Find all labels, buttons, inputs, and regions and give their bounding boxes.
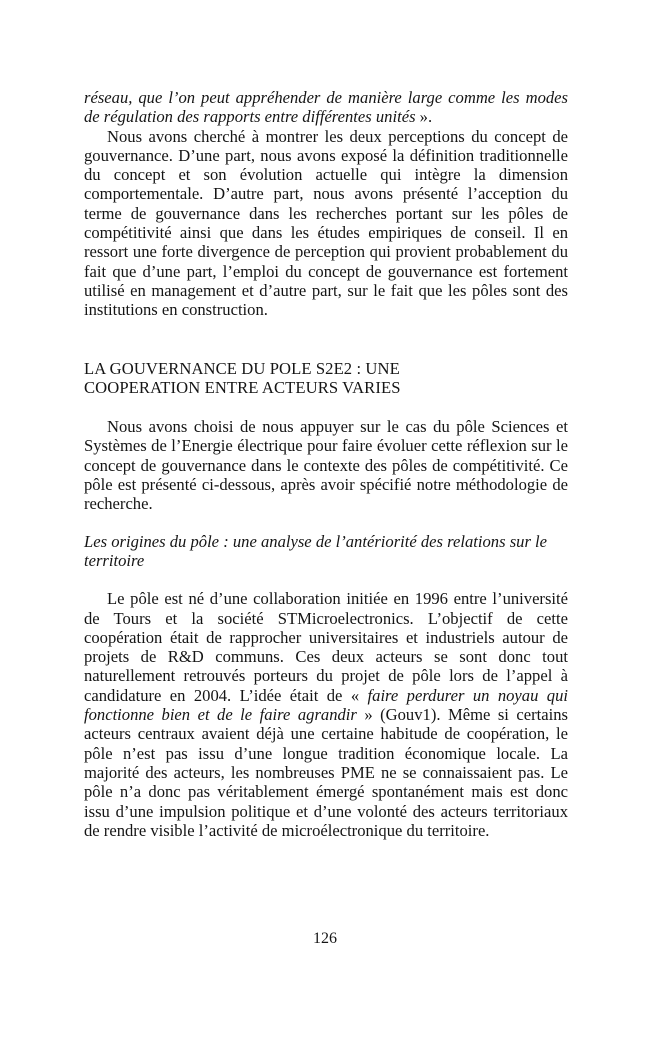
origins-text-start: Le pôle est né d’une collaboration initiée en 1996 entre l’université de Tours et la société STMicroelectronics. L’objectif de cette coopération était de rapprocher universitaires et industriels autour de projets de R&D communs. Ces deux acteurs se sont donc tout naturellement retrouvés porteurs du projet de pôle lors de l’appel à candidature en 2004. L’idée était de « [84, 589, 568, 705]
origins-quote: faire perdurer un noyau qui fonctionne bien et de le faire agrandir [84, 685, 568, 725]
page-number: 126 [313, 930, 337, 947]
paragraph-case-intro: Nous avons choisi de nous appuyer sur le cas du pôle Sciences et Systèmes de l’Energie électrique pour faire évoluer cette réflexion sur le concept de gouvernance dans le contexte des pôles de compétitivité. Ce pôle est présenté ci-dessous, après avoir spécifié notre méthodologie de recherche. [84, 417, 568, 514]
intro-quote-text: réseau, que l’on peut appréhender de manière large comme les modes de régulation des rapports entre différentes unités [84, 88, 568, 127]
subsection-heading: Les origines du pôle : une analyse de l’antériorité des relations sur le territoire [84, 531, 548, 570]
paragraph-perceptions: Nous avons cherché à montrer les deux perceptions du concept de gouvernance. D’une part, nous avons exposé la définition traditionnelle du concept et son évolution actuelle qui intègre la dimension comportementale. D’autre part, nous avons présenté l’acception du terme de gouvernance dans les recherches portant sur les pôles de compétitivité ainsi que dans les études empiriques de conseil. Il en ressort une forte divergence de perception qui provient probablement du fait que d’une part, l’emploi du concept de gouvernance est fortement utilisé en management et d’autre part, sur le fait que les pôles sont des institutions en construction. [84, 126, 568, 320]
intro-quote-paragraph [84, 88, 568, 127]
origins-text-end: » (Gouv1). Même si certains acteurs centraux avaient déjà une certaine habitude de coopération, le pôle n’est pas issu d’une longue tradition économique locale. La majorité des acteurs, les nombreuses PME ne se connaissaient pas. Le pôle n’a donc pas véritablement émergé spontanément mais est donc issu d’une impulsion politique et d’une volonté des acteurs territoriaux de rendre visible l’activité de microélectronique du territoire. [84, 705, 568, 840]
section-heading [84, 359, 568, 398]
section-heading-line-1: LA GOUVERNANCE DU POLE S2E2 : UNE [84, 358, 400, 378]
section-heading-line-2: COOPERATION ENTRE ACTEURS VARIES [84, 377, 401, 397]
intro-quote-close: ». [415, 107, 433, 127]
document-page [84, 88, 568, 840]
paragraph-origins [84, 589, 568, 840]
